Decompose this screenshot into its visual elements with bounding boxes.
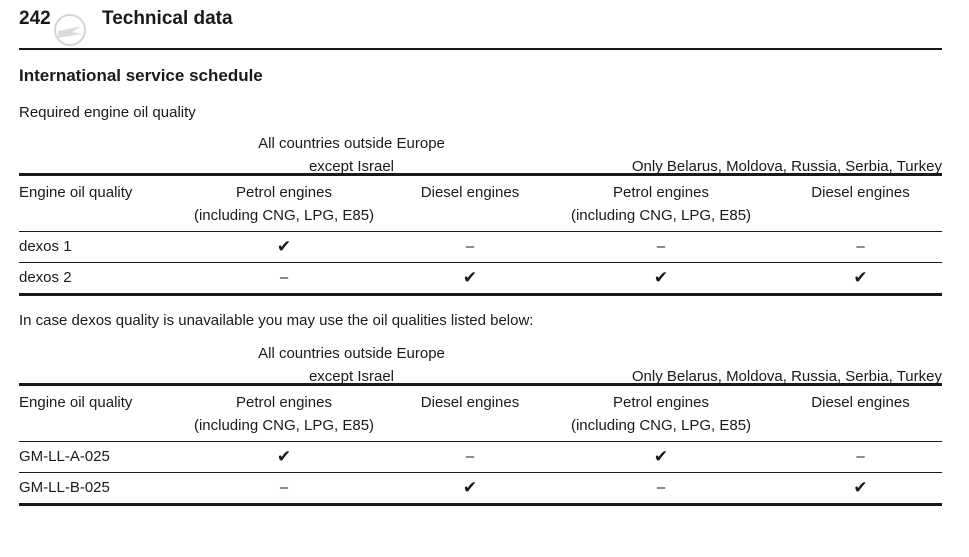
col-petrol-engines: Petrol engines (including CNG, LPG, E85) (570, 184, 752, 224)
row-label: GM-LL-A-025 (19, 448, 110, 465)
section-title: International service schedule (19, 66, 263, 85)
table-cell: – (856, 448, 865, 465)
row-label: GM-LL-B-025 (19, 479, 110, 496)
table-cell: – (656, 479, 666, 496)
group-outside-europe: All countries outside Europe except Israel (258, 345, 445, 385)
col-petrol-engines: Petrol engines (including CNG, LPG, E85) (193, 184, 375, 224)
brand-logo-icon (52, 12, 88, 48)
table-cell: ✔ (276, 237, 292, 257)
page-number: 242 (19, 8, 51, 29)
group-eastern-countries: Only Belarus, Moldova, Russia, Serbia, Turkey (631, 158, 942, 175)
column-header-row (19, 386, 942, 441)
table-rule (19, 293, 942, 296)
group-outside-europe: All countries outside Europe except Israel (258, 135, 445, 175)
table-row (19, 232, 942, 262)
page-header (19, 4, 942, 50)
col-petrol-engines: Petrol engines (including CNG, LPG, E85) (193, 394, 375, 434)
table-subtitle: Required engine oil quality (19, 104, 196, 121)
table-cell: ✔ (462, 478, 478, 498)
fallback-note: In case dexos quality is unavailable you may use the oil qualities listed below: (19, 312, 534, 329)
col-diesel-engines: Diesel engines (811, 394, 910, 411)
table-cell: – (656, 238, 666, 255)
col-engine-oil-quality: Engine oil quality (19, 184, 133, 201)
column-header-row (19, 176, 942, 231)
group-header-row (19, 127, 942, 173)
table-cell: – (856, 238, 865, 255)
col-diesel-engines: Diesel engines (420, 394, 520, 411)
table-cell: – (465, 238, 475, 255)
header-divider (19, 48, 942, 50)
table-cell: – (279, 479, 289, 496)
col-engine-oil-quality: Engine oil quality (19, 394, 133, 411)
table-cell: ✔ (462, 268, 478, 288)
table-cell: ✔ (653, 447, 669, 467)
table-cell: ✔ (653, 268, 669, 288)
group-header-row (19, 337, 942, 383)
table-cell: ✔ (276, 447, 292, 467)
table-cell: – (279, 269, 289, 286)
col-diesel-engines: Diesel engines (420, 184, 520, 201)
alternative-oil-table (19, 337, 942, 506)
row-label: dexos 1 (19, 238, 72, 255)
col-petrol-engines: Petrol engines (including CNG, LPG, E85) (570, 394, 752, 434)
table-row (19, 442, 942, 472)
table-rule (19, 503, 942, 506)
dexos-oil-table (19, 127, 942, 296)
table-cell: – (465, 448, 475, 465)
page-title: Technical data (102, 8, 233, 29)
group-eastern-countries: Only Belarus, Moldova, Russia, Serbia, Turkey (631, 368, 942, 385)
table-row (19, 263, 942, 293)
table-row (19, 473, 942, 503)
table-cell: ✔ (853, 478, 868, 498)
row-label: dexos 2 (19, 269, 72, 286)
table-cell: ✔ (853, 268, 868, 288)
col-diesel-engines: Diesel engines (811, 184, 910, 201)
